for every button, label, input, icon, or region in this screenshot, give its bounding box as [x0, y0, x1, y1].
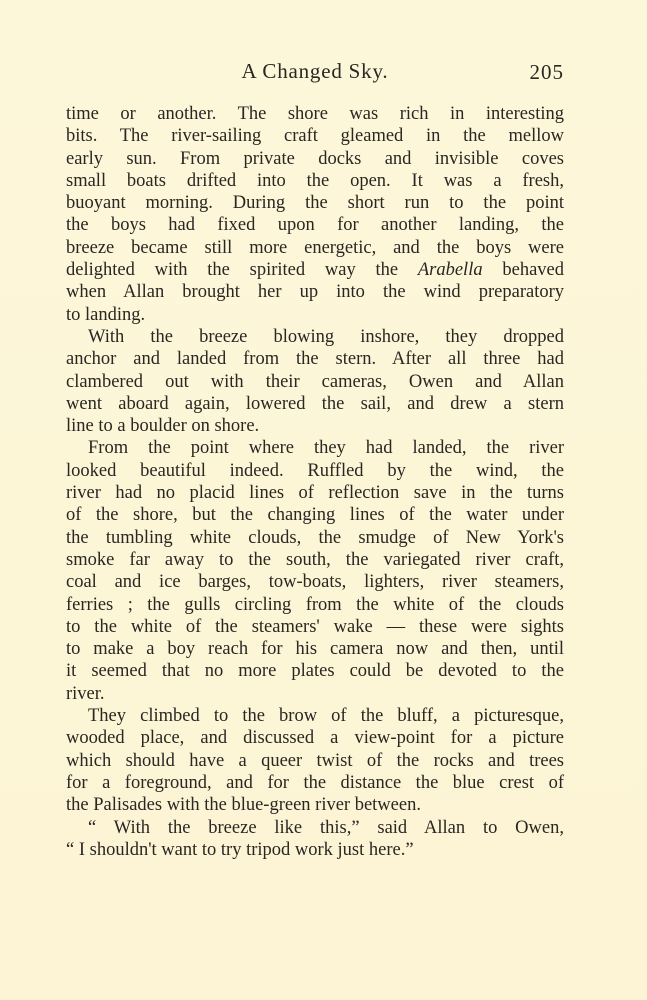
- text-line: “ I shouldn't want to try tripod work just here.”: [66, 839, 414, 860]
- text-line: anchor and landed from the stern. After all three had: [66, 349, 564, 370]
- text-line: the Palisades with the blue-green river between.: [66, 795, 421, 816]
- text-line: to make a boy reach for his camera now and then, until: [66, 639, 564, 660]
- text-line: went aboard again, lowered the sail, and drew a stern: [66, 393, 564, 414]
- text-line: ferries ; the gulls circling from the white of the clouds: [66, 594, 564, 615]
- text-line: bits. The river-sailing craft gleamed in the mellow: [66, 126, 564, 147]
- text-run: delighted with the spirited way the: [66, 260, 418, 281]
- page-number: 205: [529, 60, 564, 84]
- text-line: it seemed that no more plates could be devoted to the: [66, 661, 564, 682]
- text-line: river.: [66, 683, 105, 704]
- text-line: the tumbling white clouds, the smudge of New York's: [66, 527, 564, 548]
- paragraph-5: [66, 817, 564, 862]
- paragraph-2: [66, 326, 564, 437]
- text-line: the boys had fixed upon for another landing, the: [66, 215, 564, 236]
- text-line: clambered out with their cameras, Owen and Allan: [66, 371, 564, 392]
- text-line: time or another. The shore was rich in interesting: [66, 104, 564, 124]
- text-line: river had no placid lines of reflection save in the turns: [66, 483, 564, 504]
- text-line: wooded place, and discussed a view-point for a picture: [66, 728, 564, 749]
- text-line: looked beautiful indeed. Ruffled by the wind, the: [66, 460, 564, 481]
- text-line: [66, 259, 564, 281]
- text-line: when Allan brought her up into the wind preparatory: [66, 282, 564, 303]
- body-text: [66, 103, 564, 861]
- text-line: smoke far away to the south, the variegated river craft,: [66, 549, 564, 570]
- paragraph-4: [66, 705, 564, 816]
- text-run: behaved: [482, 260, 564, 281]
- text-line: From the point where they had landed, the river: [88, 438, 564, 459]
- text-line: breeze became still more energetic, and the boys were: [66, 237, 564, 258]
- text-line: early sun. From private docks and invisible coves: [66, 148, 564, 169]
- running-head: [66, 54, 564, 88]
- text-line: They climbed to the brow of the bluff, a picturesque,: [88, 706, 564, 727]
- text-line: coal and ice barges, tow-boats, lighters, river steamers,: [66, 572, 564, 593]
- text-line: which should have a queer twist of the rocks and trees: [66, 750, 564, 771]
- text-line: to landing.: [66, 304, 146, 325]
- text-line: line to a boulder on shore.: [66, 416, 260, 437]
- text-line: for a foreground, and for the distance the blue crest of: [66, 772, 564, 793]
- text-line: of the shore, but the changing lines of the water under: [66, 505, 564, 526]
- boat-name: Arabella: [417, 260, 483, 281]
- page-title: A Changed Sky.: [241, 59, 389, 83]
- text-line: With the breeze blowing inshore, they dropped: [88, 326, 564, 347]
- text-line: “ With the breeze like this,” said Allan to Owen,: [88, 817, 564, 838]
- paragraph-3: [66, 437, 564, 705]
- text-line: to the white of the steamers' wake — these were sights: [66, 616, 564, 637]
- text-line: small boats drifted into the open. It was a fresh,: [66, 170, 564, 191]
- text-line: buoyant morning. During the short run to the point: [66, 193, 564, 214]
- paragraph-1: [66, 103, 564, 326]
